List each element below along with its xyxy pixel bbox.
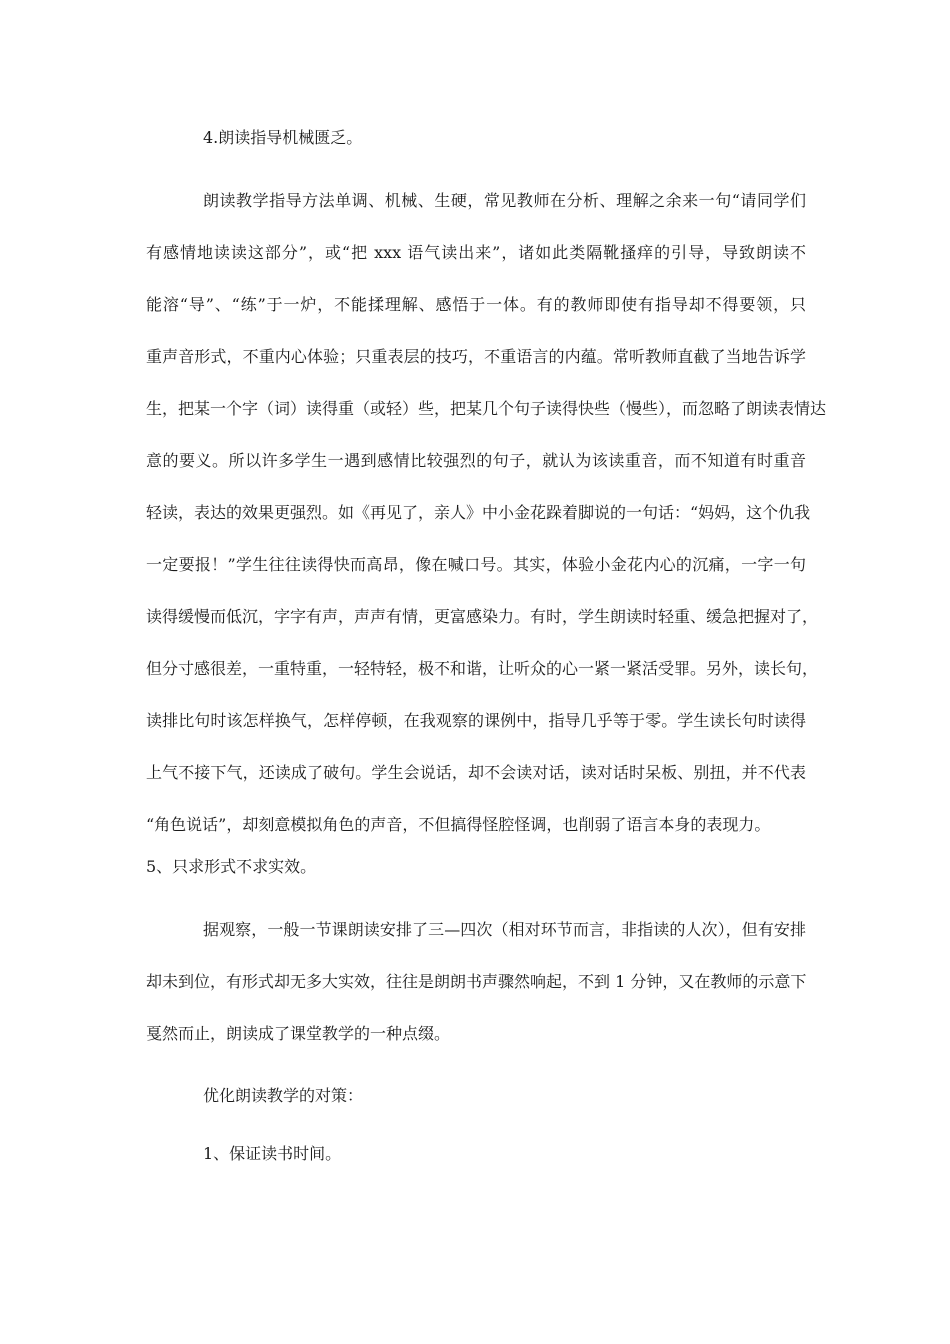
paragraph-line: 戛然而止，朗读成了课堂教学的一种点缀。 bbox=[146, 1024, 451, 1043]
paragraph-line: 据观察，一般一节课朗读安排了三—四次（相对环节而言，非指读的人次），但有安排 bbox=[203, 920, 806, 939]
paragraph-line: 读排比句时该怎样换气，怎样停顿，在我观察的课例中，指导几乎等于零。学生读长句时读得 bbox=[146, 711, 806, 730]
paragraph-line: “角色说话”，却刻意模拟角色的声音，不但搞得怪腔怪调，也削弱了语言本身的表现力。 bbox=[146, 815, 771, 834]
paragraph-line: 上气不接下气，还读成了破句。学生会说话，却不会读对话，读对话时呆板、别扭，并不代表 bbox=[146, 763, 806, 782]
list-item: 1、保证读书时间。 bbox=[203, 1144, 342, 1163]
paragraph-line: 有感情地读读这部分”，或“把 xxx 语气读出来”，诸如此类隔靴搔痒的引导，导致朗读不 bbox=[146, 243, 806, 262]
paragraph-line: 却未到位，有形式却无多大实效，往往是朗朗书声骤然响起，不到 1 分钟，又在教师的示意下 bbox=[146, 972, 807, 991]
countermeasures-heading: 优化朗读教学的对策： bbox=[203, 1086, 364, 1105]
paragraph-line: 轻读，表达的效果更强烈。如《再见了，亲人》中小金花跺着脚说的一句话：“妈妈，这个仇我 bbox=[146, 503, 811, 522]
paragraph-line: 意的要义。所以许多学生一遇到感情比较强烈的句子，就认为该读重音，而不知道有时重音 bbox=[146, 451, 806, 470]
paragraph-line: 能溶“导”、“练”于一炉，不能揉理解、感悟于一体。有的教师即使有指导却不得要领，只 bbox=[146, 295, 806, 314]
paragraph-line: 重声音形式，不重内心体验；只重表层的技巧，不重语言的内蕴。常听教师直截了当地告诉学 bbox=[146, 347, 806, 366]
paragraph-line: 朗读教学指导方法单调、机械、生硬，常见教师在分析、理解之余来一句“请同学们 bbox=[203, 191, 806, 210]
paragraph-line: 但分寸感很差，一重特重，一轻特轻，极不和谐，让听众的心一紧一紧活受罪。另外，读长句， bbox=[146, 659, 819, 678]
section-heading-4: 4.朗读指导机械匮乏。 bbox=[203, 128, 363, 147]
paragraph-line: 读得缓慢而低沉，字字有声，声声有情，更富感染力。有时，学生朗读时轻重、缓急把握对了， bbox=[146, 607, 819, 626]
paragraph-line: 生，把某一个字（词）读得重（或轻）些，把某几个句子读得快些（慢些），而忽略了朗读表情达 bbox=[146, 399, 827, 418]
section-heading-5: 5、只求形式不求实效。 bbox=[146, 857, 317, 876]
paragraph-line: 一定要报！”学生往往读得快而高昂，像在喊口号。其实，体验小金花内心的沉痛，一字一句 bbox=[146, 555, 806, 574]
